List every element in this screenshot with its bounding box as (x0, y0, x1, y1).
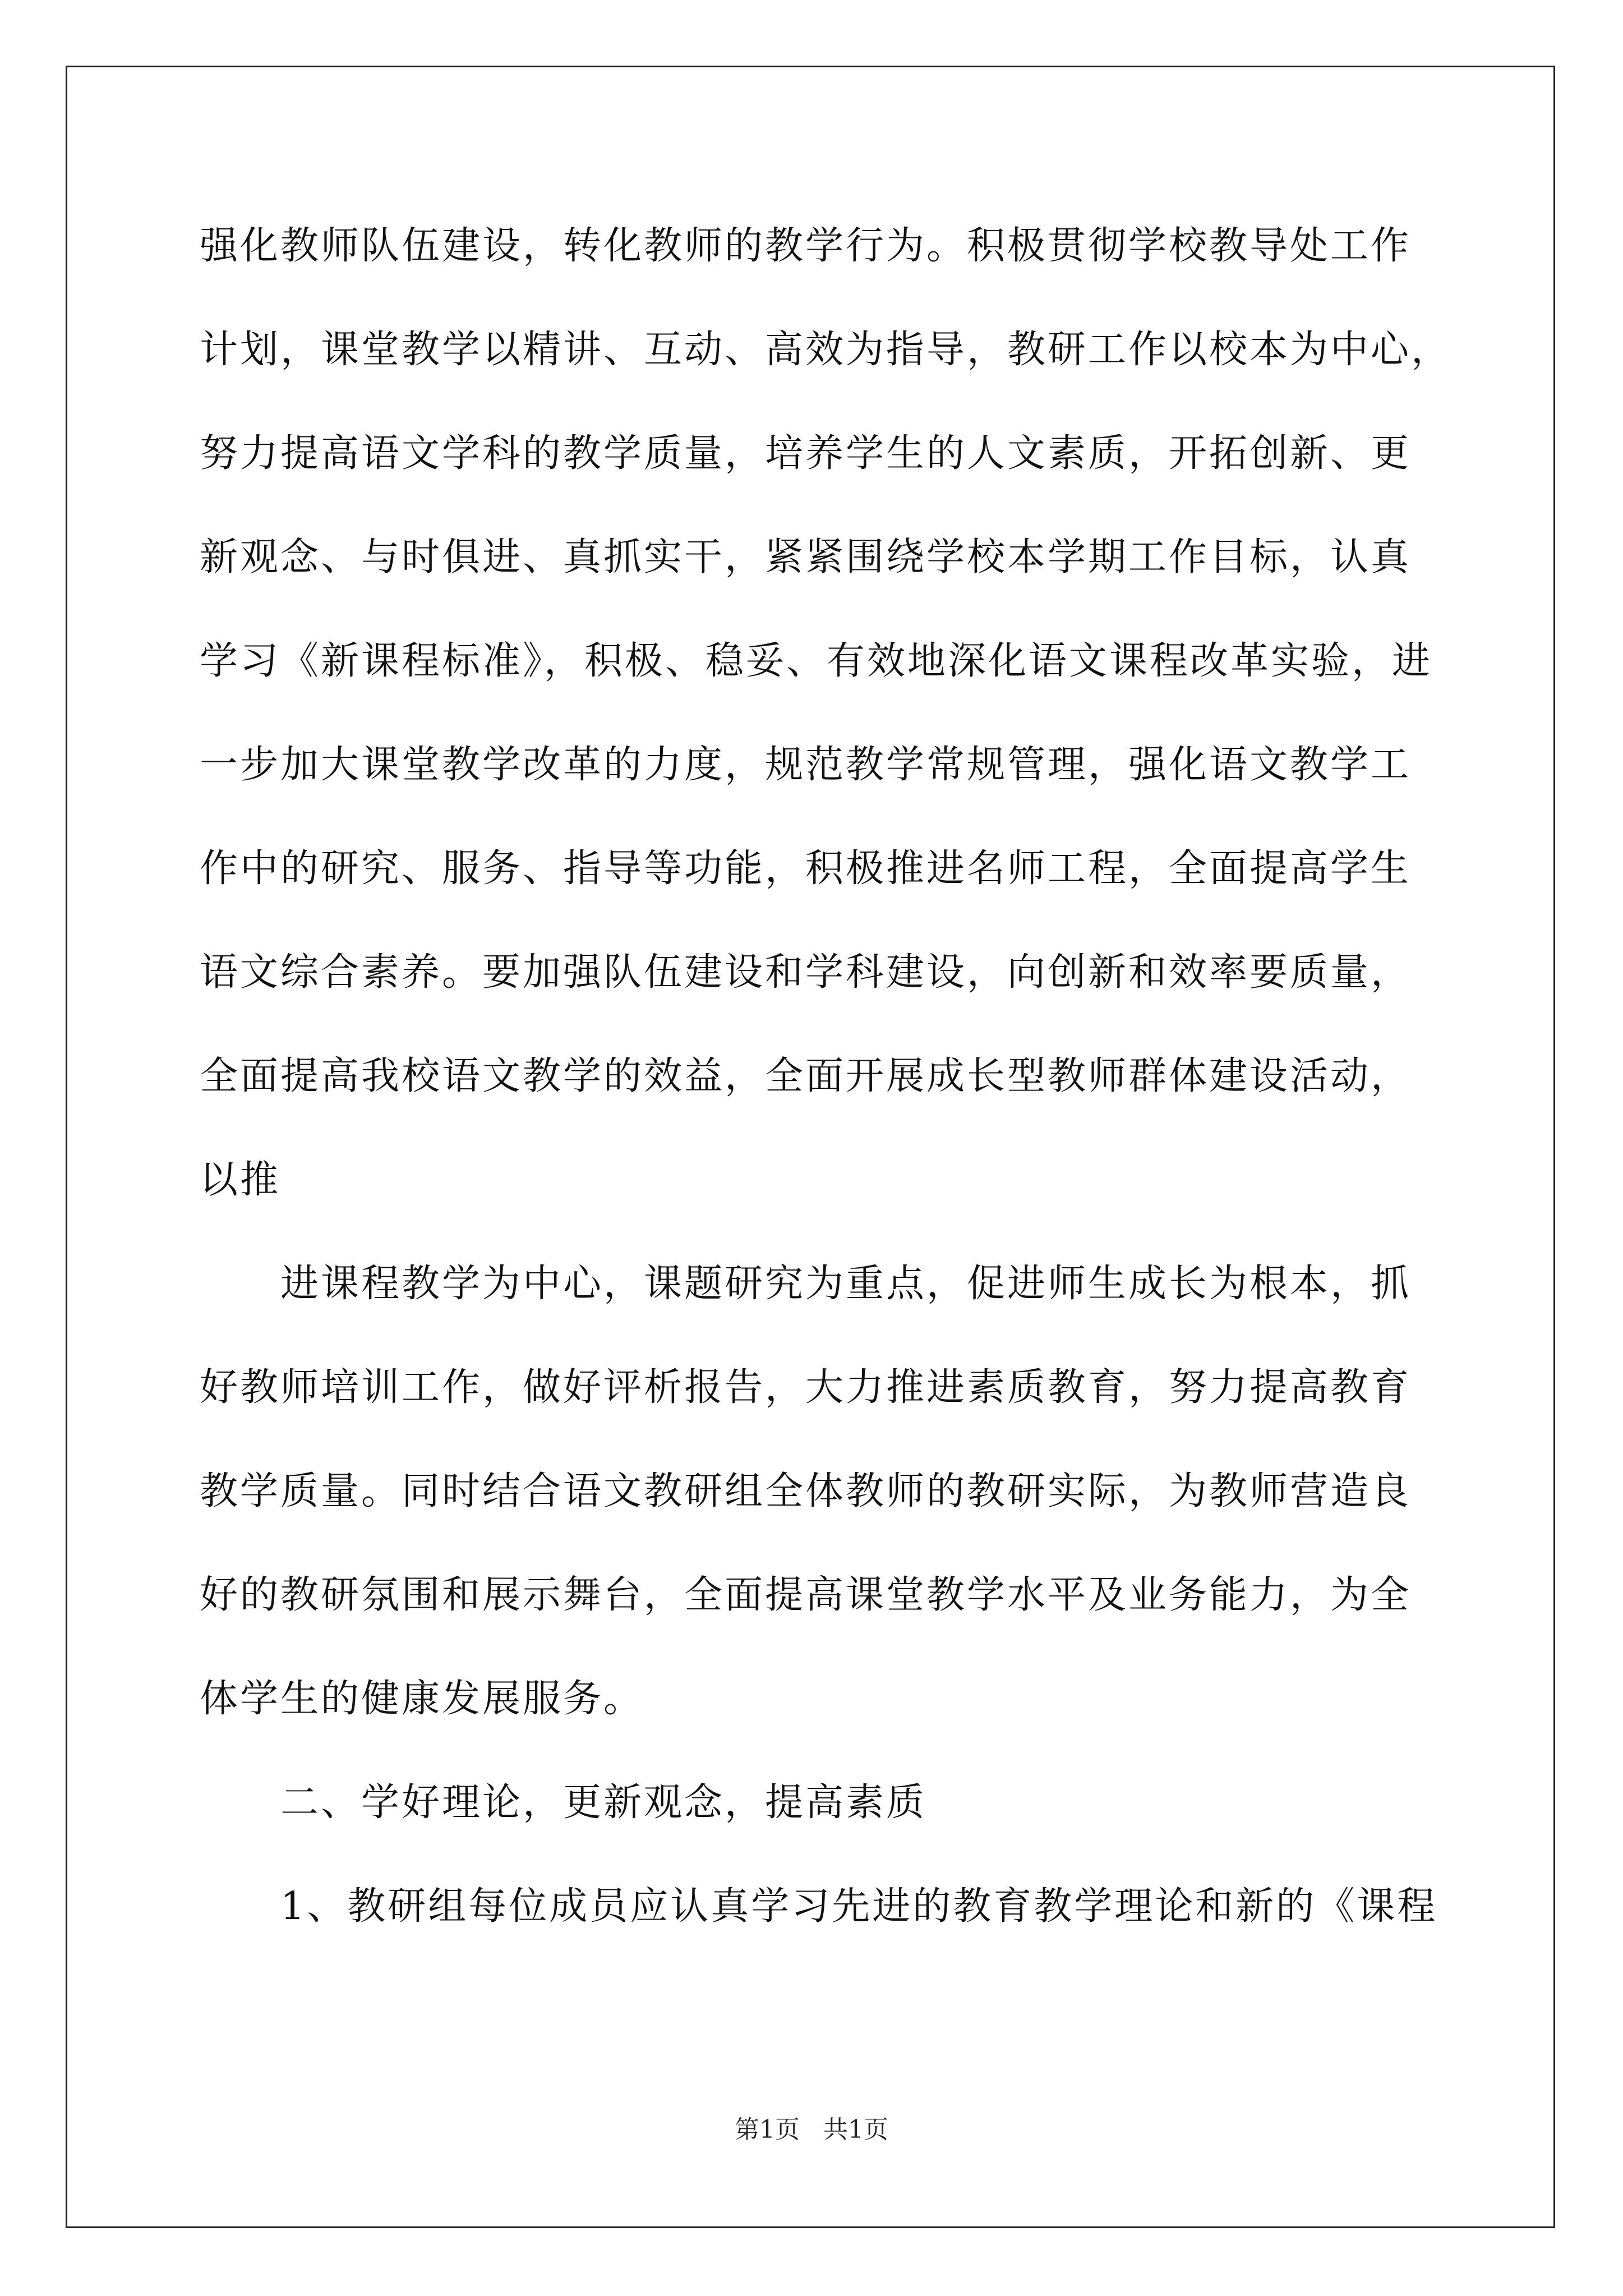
body-line-6: 一步加大课堂教学改革的力度，规范教学常规管理，强化语文教学工 (200, 743, 1412, 787)
body-line-10: 以推 (200, 1158, 281, 1202)
body-line-4: 新观念、与时俱进、真抓实干，紧紧围绕学校本学期工作目标，认真 (200, 535, 1412, 579)
body-line-3: 努力提高语文学科的教学质量，培养学生的人文素质，开拓创新、更 (200, 431, 1412, 476)
body-line-11: 进课程教学为中心，课题研究为重点，促进师生成长为根本，抓 (280, 1262, 1412, 1306)
body-line-2: 计划，课堂教学以精讲、互动、高效为指导，教研工作以校本为中心， (200, 328, 1452, 372)
body-line-12: 好教师培训工作，做好评析报告，大力推进素质教育，努力提高教育 (200, 1365, 1412, 1410)
body-line-1: 强化教师队伍建设，转化教师的教学行为。积极贯彻学校教导处工作 (200, 224, 1412, 268)
body-line-17: 1、教研组每位成员应认真学习先进的教育教学理论和新的《课程 (280, 1884, 1438, 1929)
body-line-9: 全面提高我校语文教学的效益，全面开展成长型教师群体建设活动， (200, 1054, 1412, 1098)
section-heading: 二、学好理论，更新观念，提高素质 (280, 1780, 927, 1825)
body-line-8: 语文综合素养。要加强队伍建设和学科建设，向创新和效率要质量， (200, 950, 1412, 995)
body-line-7: 作中的研究、服务、指导等功能，积极推进名师工程，全面提高学生 (200, 846, 1412, 891)
page-number-footer: 第1页 共1页 (735, 2115, 888, 2144)
body-line-5: 学习《新课程标准》，积极、稳妥、有效地深化语文课程改革实验，进 (200, 639, 1433, 683)
body-line-15: 体学生的健康发展服务。 (200, 1677, 644, 1721)
body-line-14: 好的教研氛围和展示舞台，全面提高课堂教学水平及业务能力，为全 (200, 1573, 1412, 1617)
body-line-13: 教学质量。同时结合语文教研组全体教师的教研实际，为教师营造良 (200, 1469, 1412, 1513)
